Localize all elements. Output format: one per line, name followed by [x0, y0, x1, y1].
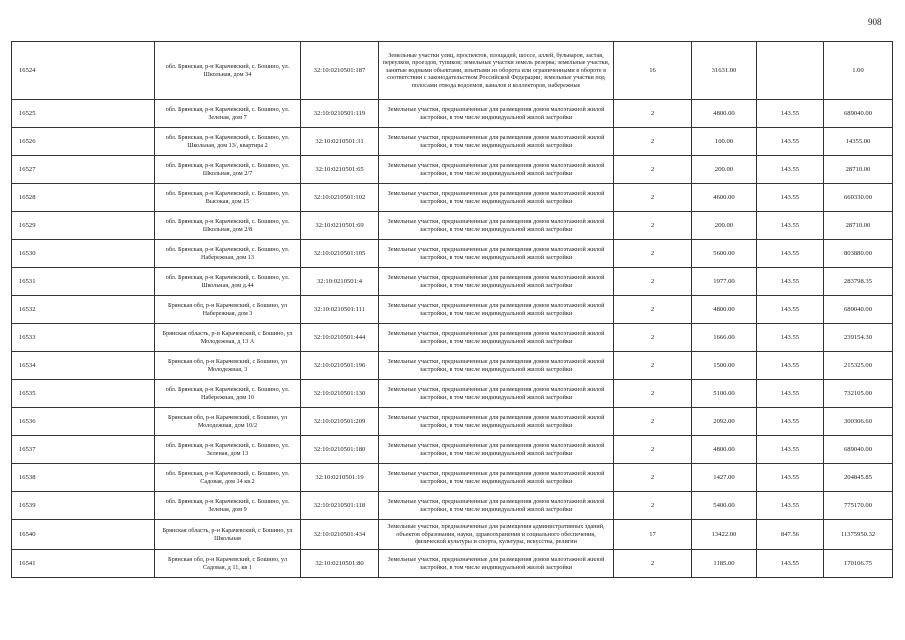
row-number-cell: 16526 [12, 128, 155, 156]
area-cell: 100.00 [692, 128, 757, 156]
address-cell: обл. Брянская, р-н Карачевский, с. Бошино, ул. Набережная, дом 10 [155, 380, 301, 408]
cadastral-value-cell: 803880.00 [824, 240, 893, 268]
cadastral-number-cell: 32:10:0210501:19 [301, 464, 379, 492]
row-number-cell: 16537 [12, 436, 155, 464]
use-code-cell: 2 [614, 324, 692, 352]
table-row [12, 128, 893, 156]
specific-value-cell: 143.55 [757, 296, 824, 324]
table-row [12, 156, 893, 184]
cadastral-value-cell: 239154.30 [824, 324, 893, 352]
land-use-cell: Земельные участки, предназначенные для размещения домов малоэтажной жилой застройки, в том числе индивидуальной жилой застройки [379, 464, 614, 492]
use-code-cell: 2 [614, 464, 692, 492]
land-use-cell: Земельные участки, предназначенные для размещения домов малоэтажной жилой застройки, в том числе индивидуальной жилой застройки [379, 492, 614, 520]
cadastral-value-cell: 28710.00 [824, 212, 893, 240]
cadastral-value-cell: 28710.00 [824, 156, 893, 184]
page-number: 908 [868, 17, 882, 27]
row-number-cell: 16534 [12, 352, 155, 380]
area-cell: 4800.00 [692, 436, 757, 464]
specific-value-cell: 143.55 [757, 324, 824, 352]
cadastral-number-cell: 32:10:0210501:209 [301, 408, 379, 436]
specific-value-cell: 143.55 [757, 268, 824, 296]
table-row [12, 184, 893, 212]
use-code-cell: 2 [614, 128, 692, 156]
land-use-cell: Земельные участки, предназначенные для размещения домов малоэтажной жилой застройки, в том числе индивидуальной жилой застройки [379, 352, 614, 380]
specific-value-cell: 143.55 [757, 352, 824, 380]
cadastral-number-cell: 32:10:0210501:4 [301, 268, 379, 296]
use-code-cell: 2 [614, 100, 692, 128]
cadastral-value-cell: 732105.00 [824, 380, 893, 408]
table-row [12, 436, 893, 464]
address-cell: обл. Брянская, р-н Карачевский, с. Бошино, ул. Школьная, дом 2/7 [155, 156, 301, 184]
row-number-cell: 16536 [12, 408, 155, 436]
cadastral-number-cell: 32:10:0210501:180 [301, 436, 379, 464]
area-cell: 1977.00 [692, 268, 757, 296]
area-cell: 4800.00 [692, 296, 757, 324]
area-cell: 200.00 [692, 156, 757, 184]
specific-value-cell: 143.55 [757, 408, 824, 436]
land-use-cell: Земельные участки, предназначенные для размещения домов малоэтажной жилой застройки, в том числе индивидуальной жилой застройки [379, 184, 614, 212]
address-cell: обл. Брянская, р-н Карачевский, с. Бошино, ул. Зеленая, дом 9 [155, 492, 301, 520]
cadastral-number-cell: 32:10:0210501:130 [301, 380, 379, 408]
address-cell: обл. Брянская, р-н Карачевский, с. Бошино, ул. Садовая, дом 14 кв.2 [155, 464, 301, 492]
row-number-cell: 16539 [12, 492, 155, 520]
cadastral-number-cell: 32:10:0210501:80 [301, 550, 379, 578]
cadastral-value-cell: 660330.00 [824, 184, 893, 212]
land-use-cell: Земельные участки, предназначенные для размещения домов малоэтажной жилой застройки, в том числе индивидуальной жилой застройки [379, 296, 614, 324]
address-cell: обл. Брянская, р-н Карачевский, с. Бошино, ул. Зеленая, дом 13 [155, 436, 301, 464]
row-number-cell: 16525 [12, 100, 155, 128]
table-row [12, 268, 893, 296]
address-cell: Брянская область, р-н Карачевский, с Бошино, ул Молодежная, д 13 А [155, 324, 301, 352]
land-use-cell: Земельные участки, предназначенные для размещения домов малоэтажной жилой застройки, в том числе индивидуальной жилой застройки [379, 212, 614, 240]
use-code-cell: 2 [614, 296, 692, 324]
specific-value-cell: 143.55 [757, 380, 824, 408]
cadastral-value-cell: 689040.00 [824, 100, 893, 128]
row-number-cell: 16531 [12, 268, 155, 296]
area-cell: 1666.00 [692, 324, 757, 352]
address-cell: обл. Брянская, р-н Карачевский, с. Бошино, ул. Школьная, дом 13/, квартира 2 [155, 128, 301, 156]
area-cell: 1500.00 [692, 352, 757, 380]
specific-value-cell: 143.55 [757, 100, 824, 128]
area-cell: 200.00 [692, 212, 757, 240]
specific-value-cell: 143.55 [757, 464, 824, 492]
cadastral-number-cell: 32:10:0210501:105 [301, 240, 379, 268]
table-row [12, 408, 893, 436]
table-row [12, 380, 893, 408]
land-use-cell: Земельные участки, предназначенные для размещения домов малоэтажной жилой застройки, в том числе индивидуальной жилой застройки [379, 550, 614, 578]
row-number-cell: 16540 [12, 520, 155, 550]
cadastral-value-cell: 14355.00 [824, 128, 893, 156]
land-use-cell: Земельные участки, предназначенные для размещения домов малоэтажной жилой застройки, в том числе индивидуальной жилой застройки [379, 324, 614, 352]
area-cell: 2092.00 [692, 408, 757, 436]
table-row [12, 324, 893, 352]
cadastral-number-cell: 32:10:0210501:111 [301, 296, 379, 324]
specific-value-cell: 143.55 [757, 240, 824, 268]
use-code-cell: 2 [614, 408, 692, 436]
address-cell: обл. Брянская, р-н Карачевский, с. Бошино, ул. Высокая, дом 15 [155, 184, 301, 212]
address-cell: Брянская обл, р-н Карачевский, с Бошино, ул Садовая, д 11, кв 1 [155, 550, 301, 578]
use-code-cell: 2 [614, 550, 692, 578]
land-use-cell: Земельные участки, предназначенные для размещения домов малоэтажной жилой застройки, в том числе индивидуальной жилой застройки [379, 380, 614, 408]
cadastral-number-cell: 32:10:0210501:69 [301, 212, 379, 240]
specific-value-cell: 143.55 [757, 492, 824, 520]
area-cell: 1185.00 [692, 550, 757, 578]
cadastral-value-cell: 775170.00 [824, 492, 893, 520]
area-cell: 5100.00 [692, 380, 757, 408]
land-use-cell: Земельные участки, предназначенные для размещения домов малоэтажной жилой застройки, в том числе индивидуальной жилой застройки [379, 128, 614, 156]
cadastral-value-cell: 283798.35 [824, 268, 893, 296]
cadastral-number-cell: 32:10:0210501:65 [301, 156, 379, 184]
cadastral-number-cell: 32:10:0210501:444 [301, 324, 379, 352]
cadastral-value-cell: 170106.75 [824, 550, 893, 578]
land-use-cell: Земельные участки, предназначенные для размещения домов малоэтажной жилой застройки, в том числе индивидуальной жилой застройки [379, 268, 614, 296]
use-code-cell: 2 [614, 268, 692, 296]
table-row [12, 352, 893, 380]
specific-value-cell: 143.55 [757, 212, 824, 240]
row-number-cell: 16538 [12, 464, 155, 492]
cadastral-value-cell: 11375950.32 [824, 520, 893, 550]
use-code-cell: 2 [614, 492, 692, 520]
cadastral-value-cell: 215325.00 [824, 352, 893, 380]
specific-value-cell: 143.55 [757, 128, 824, 156]
land-use-cell: Земельные участки, предназначенные для размещения домов малоэтажной жилой застройки, в том числе индивидуальной жилой застройки [379, 408, 614, 436]
cadastral-number-cell: 32:10:0210501:118 [301, 492, 379, 520]
cadastral-value-table [11, 41, 893, 578]
address-cell: обл. Брянская, р-н Карачевский, с. Бошино, ул. Школьная, дом 34 [155, 42, 301, 100]
use-code-cell: 2 [614, 156, 692, 184]
area-cell: 1427.00 [692, 464, 757, 492]
cadastral-number-cell: 32:10:0210501:31 [301, 128, 379, 156]
table-row [12, 464, 893, 492]
area-cell: 5400.00 [692, 492, 757, 520]
area-cell: 5600.00 [692, 240, 757, 268]
address-cell: Брянская обл, р-н Карачевский, с Бошино, ул Набережная, дом 3 [155, 296, 301, 324]
use-code-cell: 2 [614, 240, 692, 268]
use-code-cell: 2 [614, 436, 692, 464]
cadastral-value-cell: 204845.85 [824, 464, 893, 492]
address-cell: обл. Брянская, р-н Карачевский, с. Бошино, ул. Школьная, дом 2/8 [155, 212, 301, 240]
row-number-cell: 16524 [12, 42, 155, 100]
specific-value-cell: 143.55 [757, 550, 824, 578]
row-number-cell: 16527 [12, 156, 155, 184]
use-code-cell: 2 [614, 352, 692, 380]
table-row [12, 296, 893, 324]
address-cell: обл. Брянская, р-н Карачевский, с. Бошино, ул. Зеленая, дом 7 [155, 100, 301, 128]
land-use-cell: Земельные участки, предназначенные для размещения домов малоэтажной жилой застройки, в том числе индивидуальной жилой застройки [379, 156, 614, 184]
table-row [12, 550, 893, 578]
use-code-cell: 2 [614, 184, 692, 212]
use-code-cell: 2 [614, 380, 692, 408]
row-number-cell: 16529 [12, 212, 155, 240]
land-use-cell: Земельные участки, предназначенные для размещения домов малоэтажной жилой застройки, в том числе индивидуальной жилой застройки [379, 240, 614, 268]
table-row [12, 42, 893, 100]
use-code-cell: 16 [614, 42, 692, 100]
land-use-cell: Земельные участки, предназначенные для размещения домов малоэтажной жилой застройки, в том числе индивидуальной жилой застройки [379, 100, 614, 128]
table-row [12, 212, 893, 240]
cadastral-value-cell: 689040.00 [824, 296, 893, 324]
cadastral-number-cell: 32:10:0210501:119 [301, 100, 379, 128]
land-use-cell: Земельные участки, предназначенные для размещения домов малоэтажной жилой застройки, в том числе индивидуальной жилой застройки [379, 436, 614, 464]
specific-value-cell: 847.56 [757, 520, 824, 550]
cadastral-value-cell: 300306.60 [824, 408, 893, 436]
cadastral-number-cell: 32:10:0210501:434 [301, 520, 379, 550]
row-number-cell: 16541 [12, 550, 155, 578]
specific-value-cell: 143.55 [757, 184, 824, 212]
table-row [12, 240, 893, 268]
table-row [12, 520, 893, 550]
specific-value-cell: 143.55 [757, 436, 824, 464]
area-cell: 4800.00 [692, 100, 757, 128]
address-cell: Брянская обл, р-н Карачевский, с Бошино, ул Молодежная, дом 10/2 [155, 408, 301, 436]
area-cell: 13422.00 [692, 520, 757, 550]
row-number-cell: 16530 [12, 240, 155, 268]
specific-value-cell [757, 42, 824, 100]
row-number-cell: 16533 [12, 324, 155, 352]
cadastral-value-cell: 1.00 [824, 42, 893, 100]
area-cell: 31631.00 [692, 42, 757, 100]
address-cell: обл. Брянская, р-н Карачевский, с. Бошино, ул. Набережная, дом 13 [155, 240, 301, 268]
land-use-cell: Земельные участки, предназначенные для размещения административных зданий, объектов образования, науки, здравоохранения и социального обеспечения, физической культуры и спорта, культуры, искусства, религии [379, 520, 614, 550]
area-cell: 4600.00 [692, 184, 757, 212]
address-cell: Брянская обл, р-н Карачевский, с Бошино, ул Молодежная, 3 [155, 352, 301, 380]
row-number-cell: 16535 [12, 380, 155, 408]
address-cell: обл. Брянская, р-н Карачевский, с. Бошино, ул. Школьная, дом д.44 [155, 268, 301, 296]
address-cell: Брянская область, р-н Карачевский, с Бошино, ул Школьная [155, 520, 301, 550]
land-use-cell: Земельные участки улиц, проспектов, площадей, шоссе, аллей, бульваров, застав, переулков, проездов, тупиков; земельные участки земель резерва; земельные участки, занятые водными объектами, изъятыми из оборота или ограниченными в обороте в соответствии с законодательством Российской Федерации; земельные участки под полосами отвода водоемов, каналов и коллекторов, набережные [379, 42, 614, 100]
use-code-cell: 2 [614, 212, 692, 240]
use-code-cell: 17 [614, 520, 692, 550]
row-number-cell: 16532 [12, 296, 155, 324]
cadastral-number-cell: 32:10:0210501:196 [301, 352, 379, 380]
specific-value-cell: 143.55 [757, 156, 824, 184]
cadastral-value-cell: 689040.00 [824, 436, 893, 464]
table-row [12, 492, 893, 520]
row-number-cell: 16528 [12, 184, 155, 212]
table-row [12, 100, 893, 128]
cadastral-number-cell: 32:10:0210501:187 [301, 42, 379, 100]
cadastral-number-cell: 32:10:0210501:102 [301, 184, 379, 212]
